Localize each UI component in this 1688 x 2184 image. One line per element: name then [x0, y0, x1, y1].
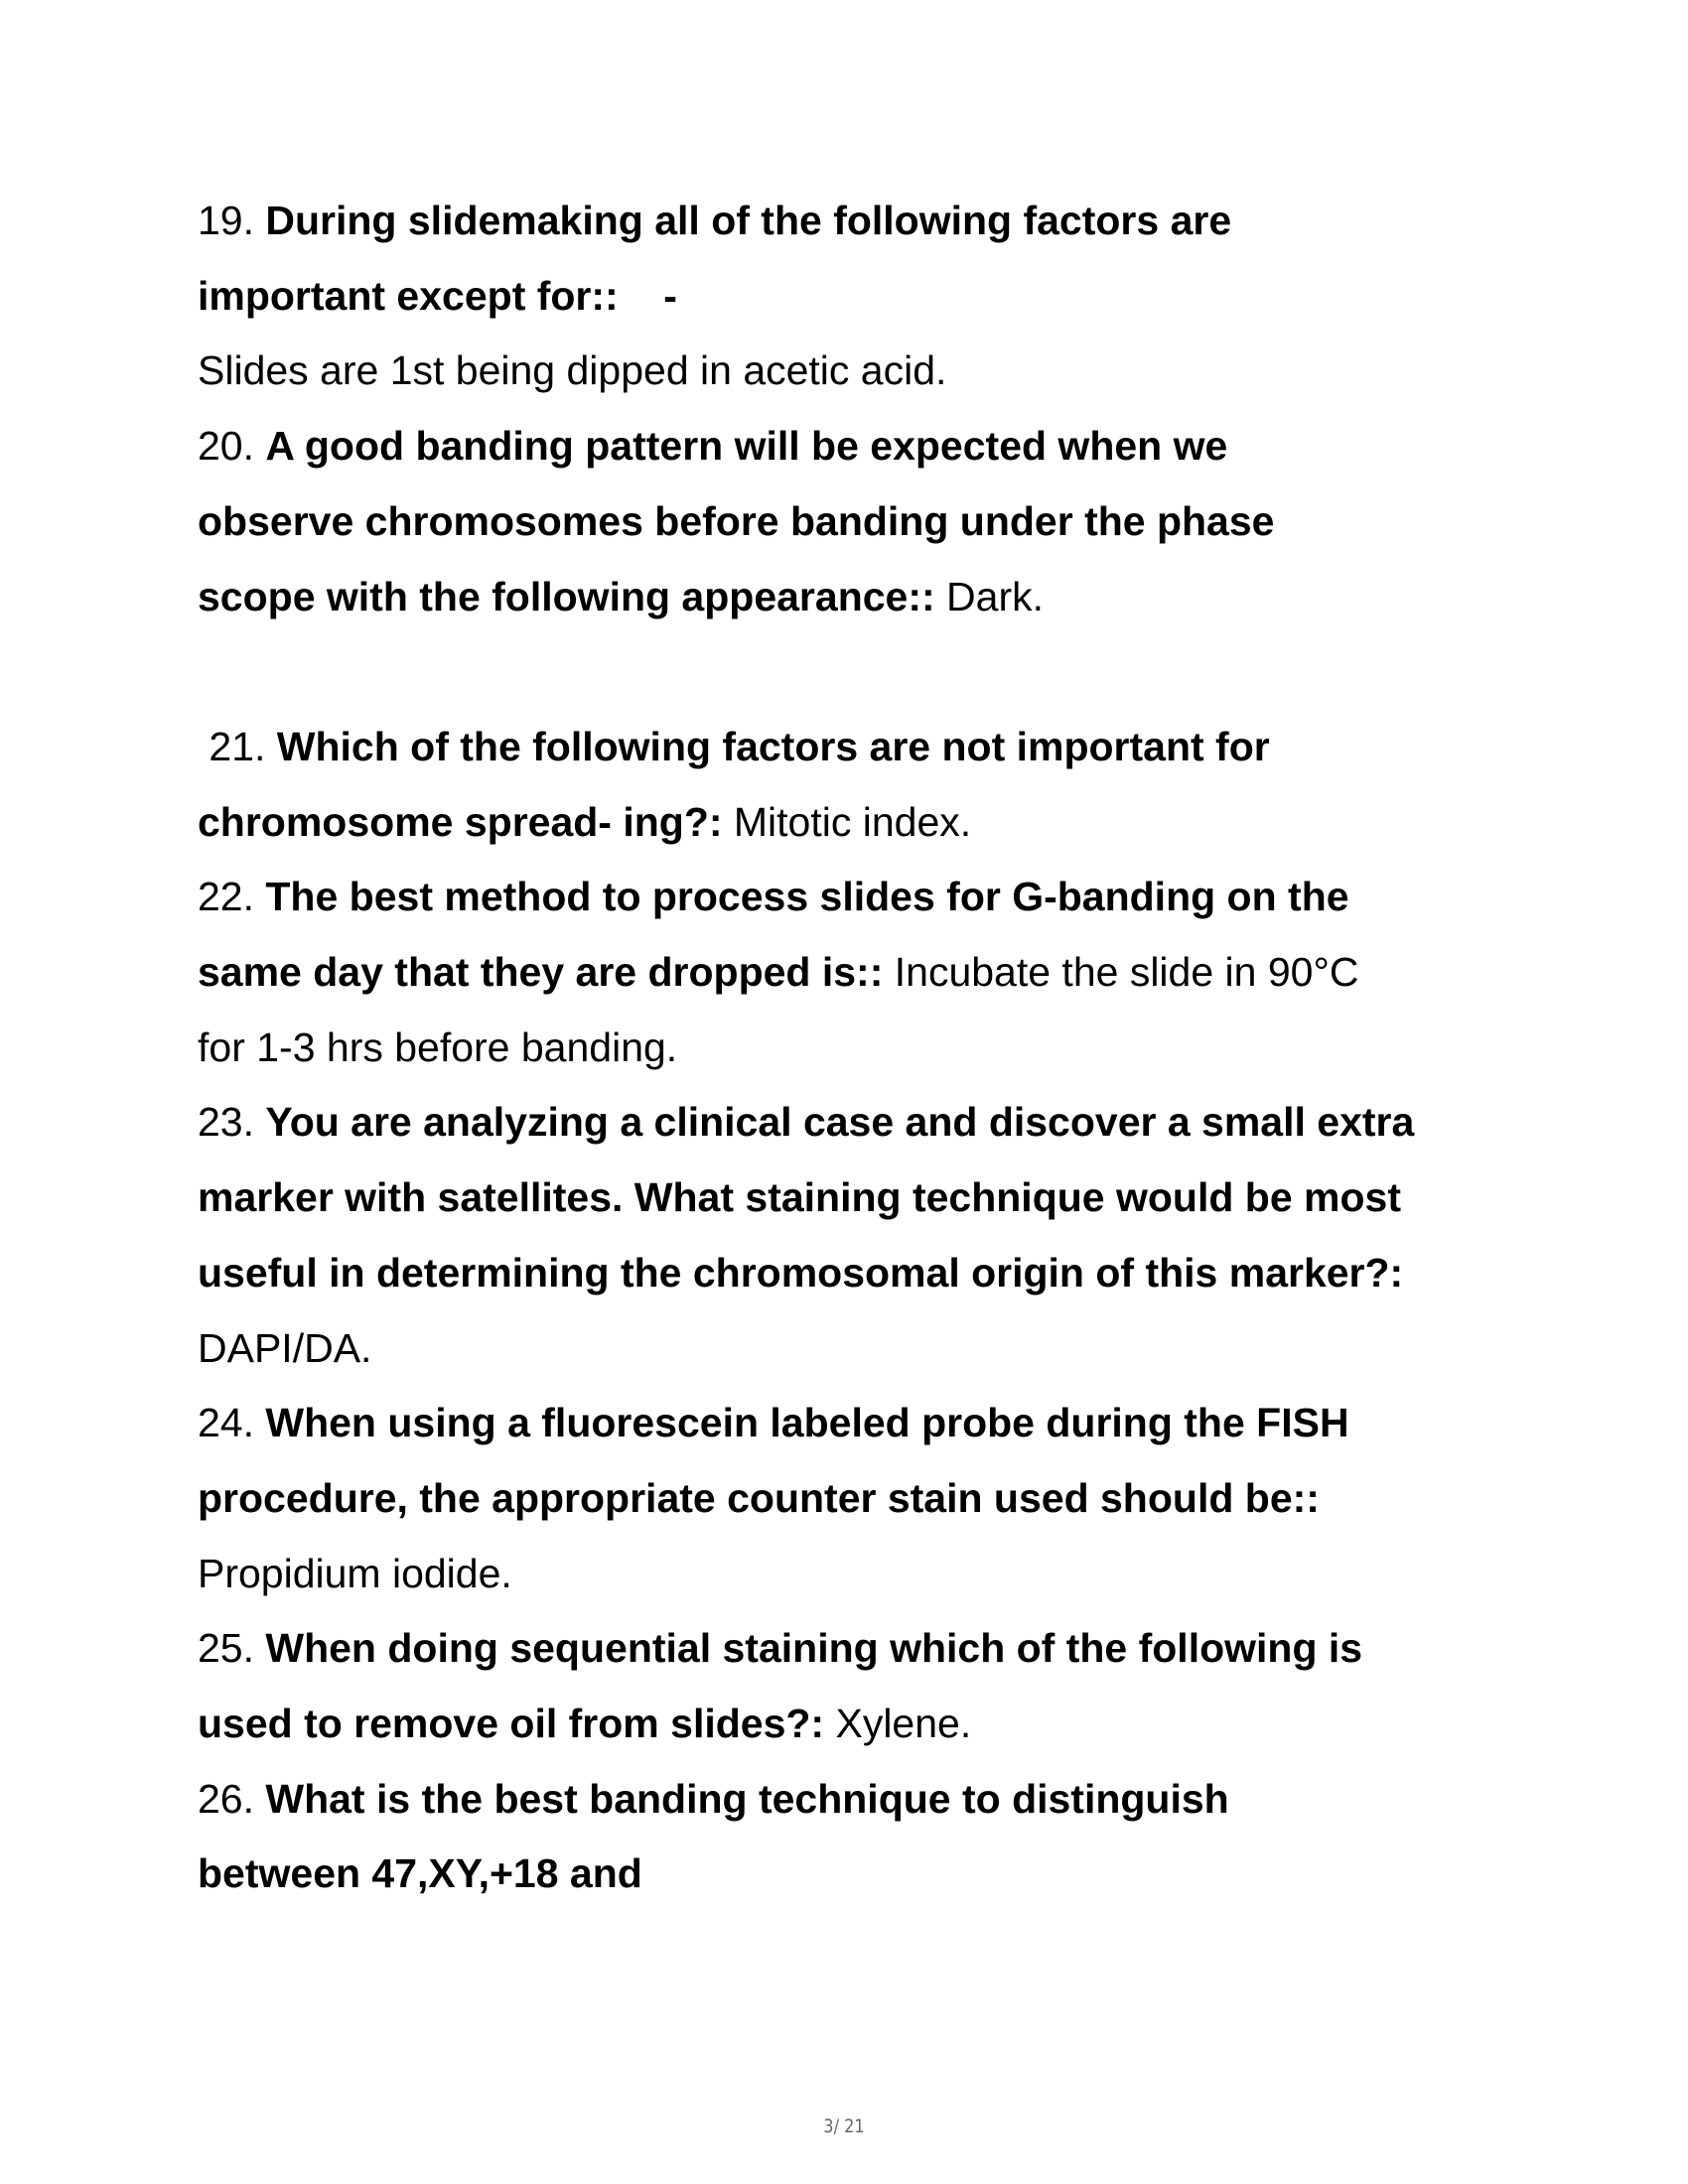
question-line: [198, 1686, 971, 1761]
question-text: You are analyzing a clinical case and discover a small extra: [265, 1099, 1415, 1146]
question-line: [198, 1160, 1401, 1235]
question-line: [198, 258, 677, 334]
question-21: [198, 709, 1270, 784]
question-number: 19.: [198, 198, 266, 243]
question-25: [198, 1610, 1362, 1686]
question-text: When using a fluorescein labeled probe during the FISH: [265, 1400, 1349, 1446]
question-line: [198, 1010, 677, 1085]
question-text: observe chromosomes before banding under the phase: [198, 497, 1275, 544]
question-text: What is the best banding technique to distinguish: [265, 1775, 1229, 1822]
answer-text: for 1-3 hrs before banding.: [198, 1024, 678, 1070]
question-number: 20.: [198, 423, 266, 470]
question-line: [198, 1460, 1320, 1536]
question-text: procedure, the appropriate counter stain used should be::: [198, 1474, 1320, 1521]
question-text: When doing sequential staining which of the following is: [265, 1625, 1363, 1672]
question-22: [198, 859, 1349, 934]
question-text: The best method to process slides for G-banding on the: [265, 874, 1349, 920]
question-text: same day that they are dropped is::: [198, 949, 884, 995]
question-24: [198, 1385, 1349, 1460]
answer-text: Slides are 1st being dipped in acetic acid.: [198, 347, 947, 394]
question-text: A good banding pattern will be expected when we: [265, 423, 1228, 470]
question-text: scope with the following appearance::: [198, 573, 935, 619]
answer-text: Propidium iodide.: [198, 1550, 512, 1596]
answer-text: Mitotic index.: [722, 798, 972, 845]
question-line: [198, 559, 1044, 634]
question-number: 25.: [198, 1625, 266, 1672]
question-number: 21.: [198, 723, 277, 769]
answer-text: DAPI/DA.: [198, 1324, 372, 1371]
question-number: 24.: [198, 1400, 266, 1446]
question-text: between 47,XY,+18 and: [198, 1850, 642, 1897]
question-line: [198, 934, 1358, 1010]
question-23: [198, 1084, 1414, 1160]
question-text: useful in determining the chromosomal origin of this marker?:: [198, 1249, 1404, 1296]
question-text: During slidemaking all of the following factors are: [265, 198, 1232, 243]
question-line: [198, 333, 946, 408]
question-text: used to remove oil from slides?:: [198, 1701, 825, 1746]
page-number: 3/ 21: [823, 2116, 865, 2137]
question-number: 22.: [198, 874, 266, 920]
answer-text: Incubate the slide in 90°C: [883, 949, 1359, 995]
question-text: Which of the following factors are not important for: [276, 723, 1270, 769]
question-line: [198, 483, 1274, 559]
question-19: [198, 183, 1231, 258]
question-number: 26.: [198, 1775, 266, 1822]
question-text: chromosome spread- ing?:: [198, 798, 723, 845]
question-text: important except for:: -: [198, 272, 677, 319]
question-number: 23.: [198, 1099, 266, 1146]
answer-text: Xylene.: [824, 1701, 972, 1746]
question-line: [198, 1836, 642, 1911]
answer-text: Dark.: [934, 573, 1045, 619]
question-line: [198, 1536, 512, 1611]
question-line: [198, 784, 971, 860]
question-26: [198, 1761, 1229, 1837]
question-20: [198, 408, 1227, 483]
question-text: marker with satellites. What staining technique would be most: [198, 1174, 1401, 1221]
question-line: [198, 1310, 371, 1386]
question-line: [198, 1235, 1403, 1310]
